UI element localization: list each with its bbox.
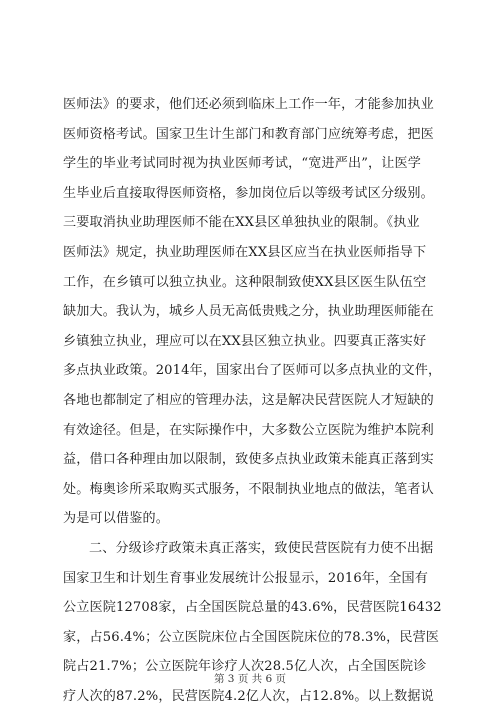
page-number-label: 第 3 页 共 6 页 (213, 673, 287, 685)
text-line: 乡镇独立执业，理应可以在XX县区独立执业。四要真正落实好 (63, 333, 427, 349)
text-line: 处。梅奥诊所采取购买式服务，不限制执业地点的做法，笔者认 (63, 481, 434, 497)
text-line: 国家卫生和计划生育事业发展统计公报显示，2016年，全国有 (63, 570, 429, 586)
text-line: 公立医院12708家，占全国医院总量的43.6%，民营医院16432 (63, 600, 442, 616)
text-line: 各地也都制定了相应的管理办法，这是解决民营医院人才短缺的 (63, 392, 434, 408)
text-line: 疗人次的87.2%，民营医院4.2亿人次，占12.8%。以上数据说 (63, 688, 434, 704)
page-footer (0, 671, 500, 686)
text-line: 家，占56.4%；公立医院床位占全国医院床位的78.3%，民营医 (63, 629, 440, 645)
text-line: 学生的毕业考试同时视为执业医师考试，“宽进严出”，让医学 (63, 156, 422, 172)
text-line: 工作，在乡镇可以独立执业。这种限制致使XX县区医生队伍空 (63, 274, 427, 290)
text-line: 有效途径。但是，在实际操作中，大多数公立医院为维护本院利 (63, 422, 434, 438)
text-line: 生毕业后直接取得医师资格，参加岗位后以等级考试区分级别。 (63, 185, 434, 201)
document-body (63, 90, 443, 711)
text-line: 为是可以借鉴的。 (63, 511, 169, 527)
text-line: 医师资格考试。国家卫生计生部门和教育部门应统筹考虑，把医 (63, 126, 434, 142)
text-line: 医师法》规定，执业助理医师在XX县区应当在执业医师指导下 (63, 244, 427, 260)
text-line: 益，借口各种理由加以限制，致使多点执业政策未能真正落到实 (63, 452, 434, 468)
section-heading-line: 二、分级诊疗政策未真正落实，致使民营医院有力使不出据 (89, 540, 434, 556)
text-line: 缺加大。我认为，城乡人员无高低贵贱之分，执业助理医师能在 (63, 304, 434, 320)
text-line: 医师法》的要求，他们还必须到临床上工作一年，才能参加执业 (63, 97, 434, 112)
text-line: 多点执业政策。2014年，国家出台了医师可以多点执业的文件， (63, 363, 442, 379)
text-line: 院占21.7%；公立医院年诊疗人次28.5亿人次，占全国医院诊 (63, 659, 427, 675)
text-line: 三要取消执业助理医师不能在XX县区单独执业的限制。《执业 (63, 215, 420, 231)
